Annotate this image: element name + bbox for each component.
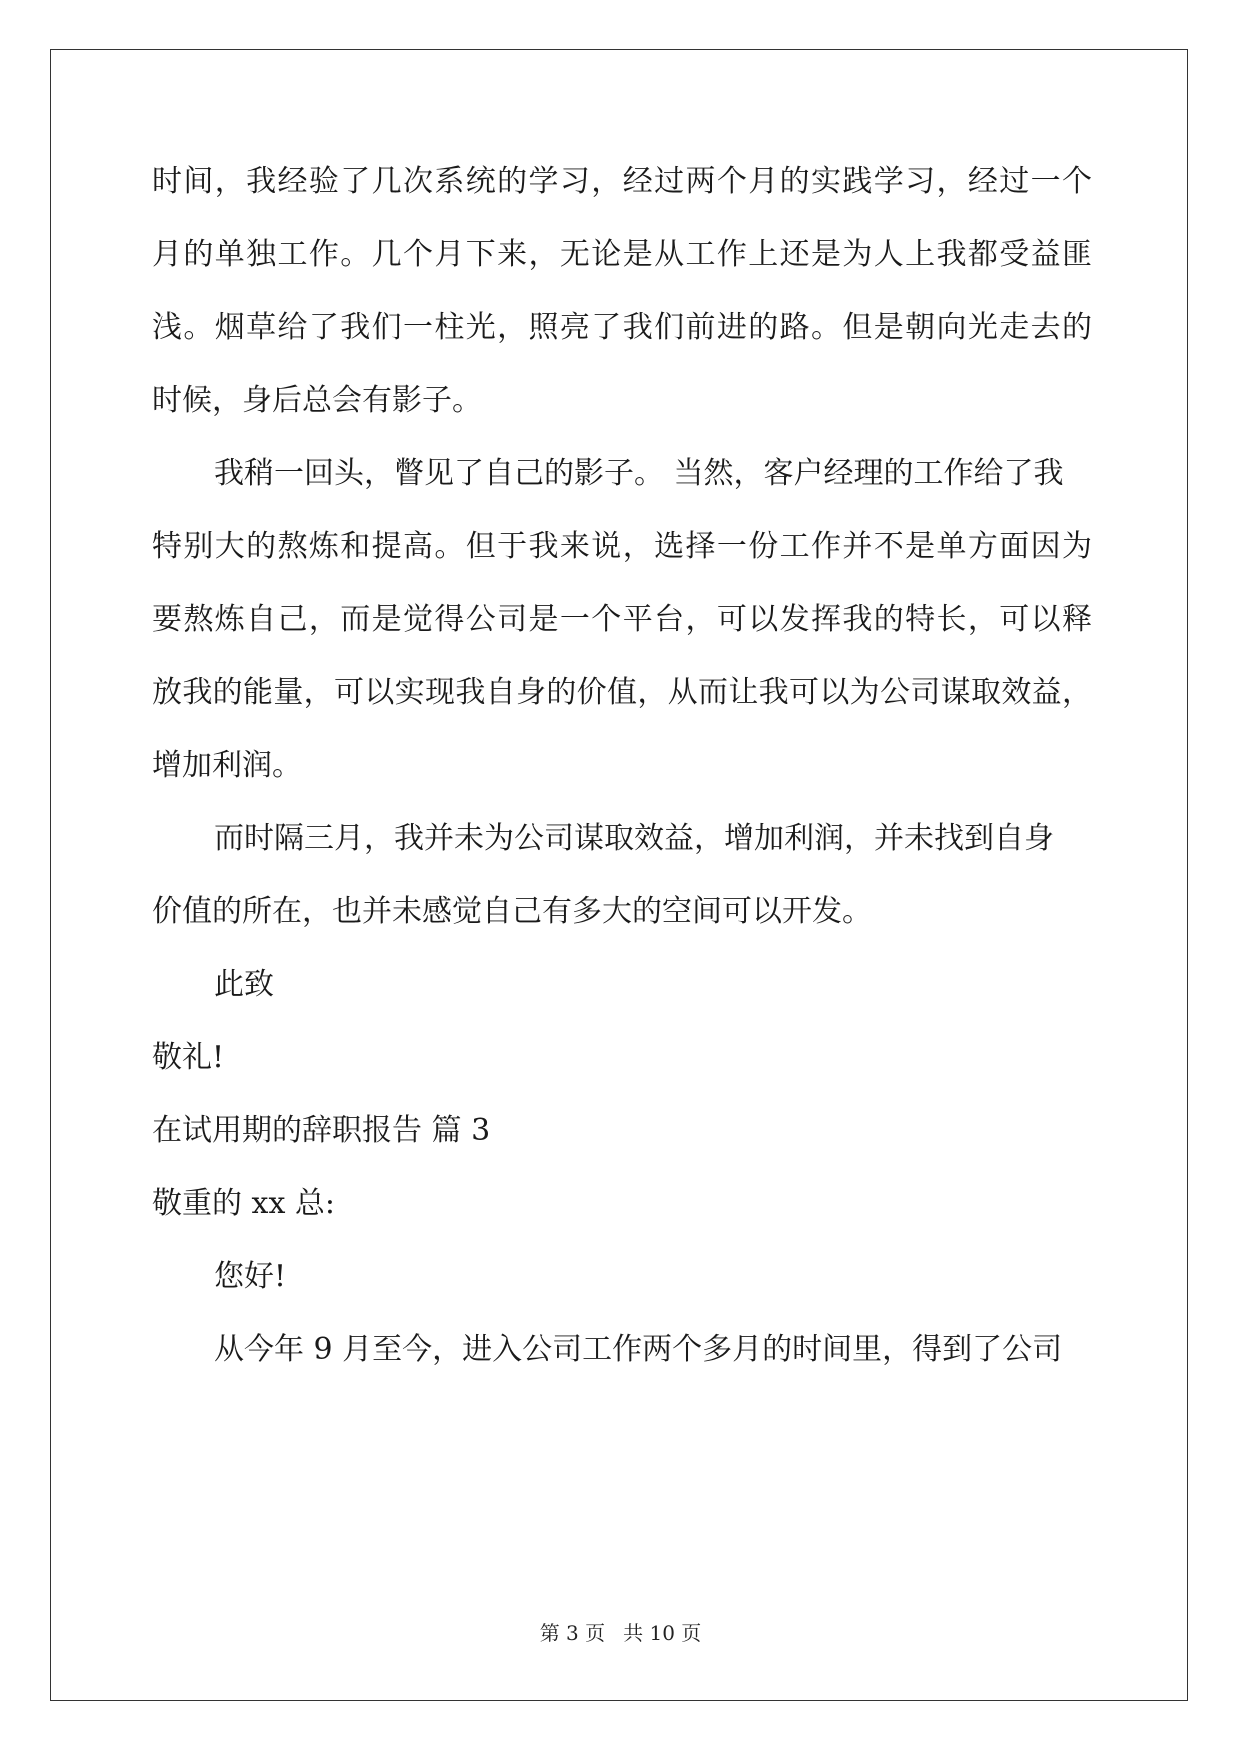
text-line: 浅。烟草给了我们一柱光，照亮了我们前进的路。但是朝向光走去的	[152, 310, 1092, 345]
section-heading: 在试用期的辞职报告 篇 3	[152, 1113, 491, 1148]
text-line: 增加利润。	[152, 748, 302, 783]
text-line: 要熬炼自己，而是觉得公司是一个平台，可以发挥我的特长，可以释	[152, 602, 1092, 637]
page-number: 第 3 页	[539, 1621, 606, 1645]
text-line: 特别大的熬炼和提高。但于我来说，选择一份工作并不是单方面因为	[152, 529, 1092, 564]
text-line: 价值的所在，也并未感觉自己有多大的空间可以开发。	[152, 894, 872, 929]
closing-regards: 敬礼!	[152, 1040, 225, 1075]
closing-salutation: 此致	[214, 967, 274, 1002]
addressee: 敬重的 xx 总:	[152, 1186, 336, 1221]
page-footer	[0, 1621, 1241, 1645]
text-line: 放我的能量，可以实现我自身的价值，从而让我可以为公司谋取效益，	[152, 675, 1092, 710]
paragraph-start: 从今年 9 月至今，进入公司工作两个多月的时间里，得到了公司	[214, 1332, 1063, 1367]
greeting: 您好!	[214, 1259, 287, 1294]
paragraph-start: 而时隔三月，我并未为公司谋取效益，增加利润，并未找到自身	[214, 821, 1054, 856]
text-line: 时间，我经验了几次系统的学习，经过两个月的实践学习，经过一个	[152, 164, 1092, 199]
paragraph-start: 我稍一回头，瞥见了自己的影子。 当然，客户经理的工作给了我	[214, 456, 1064, 491]
text-line: 时候，身后总会有影子。	[152, 383, 482, 418]
text-line: 月的单独工作。几个月下来，无论是从工作上还是为人上我都受益匪	[152, 237, 1092, 272]
page-border	[50, 49, 1188, 1701]
page-total: 共 10 页	[623, 1621, 702, 1645]
